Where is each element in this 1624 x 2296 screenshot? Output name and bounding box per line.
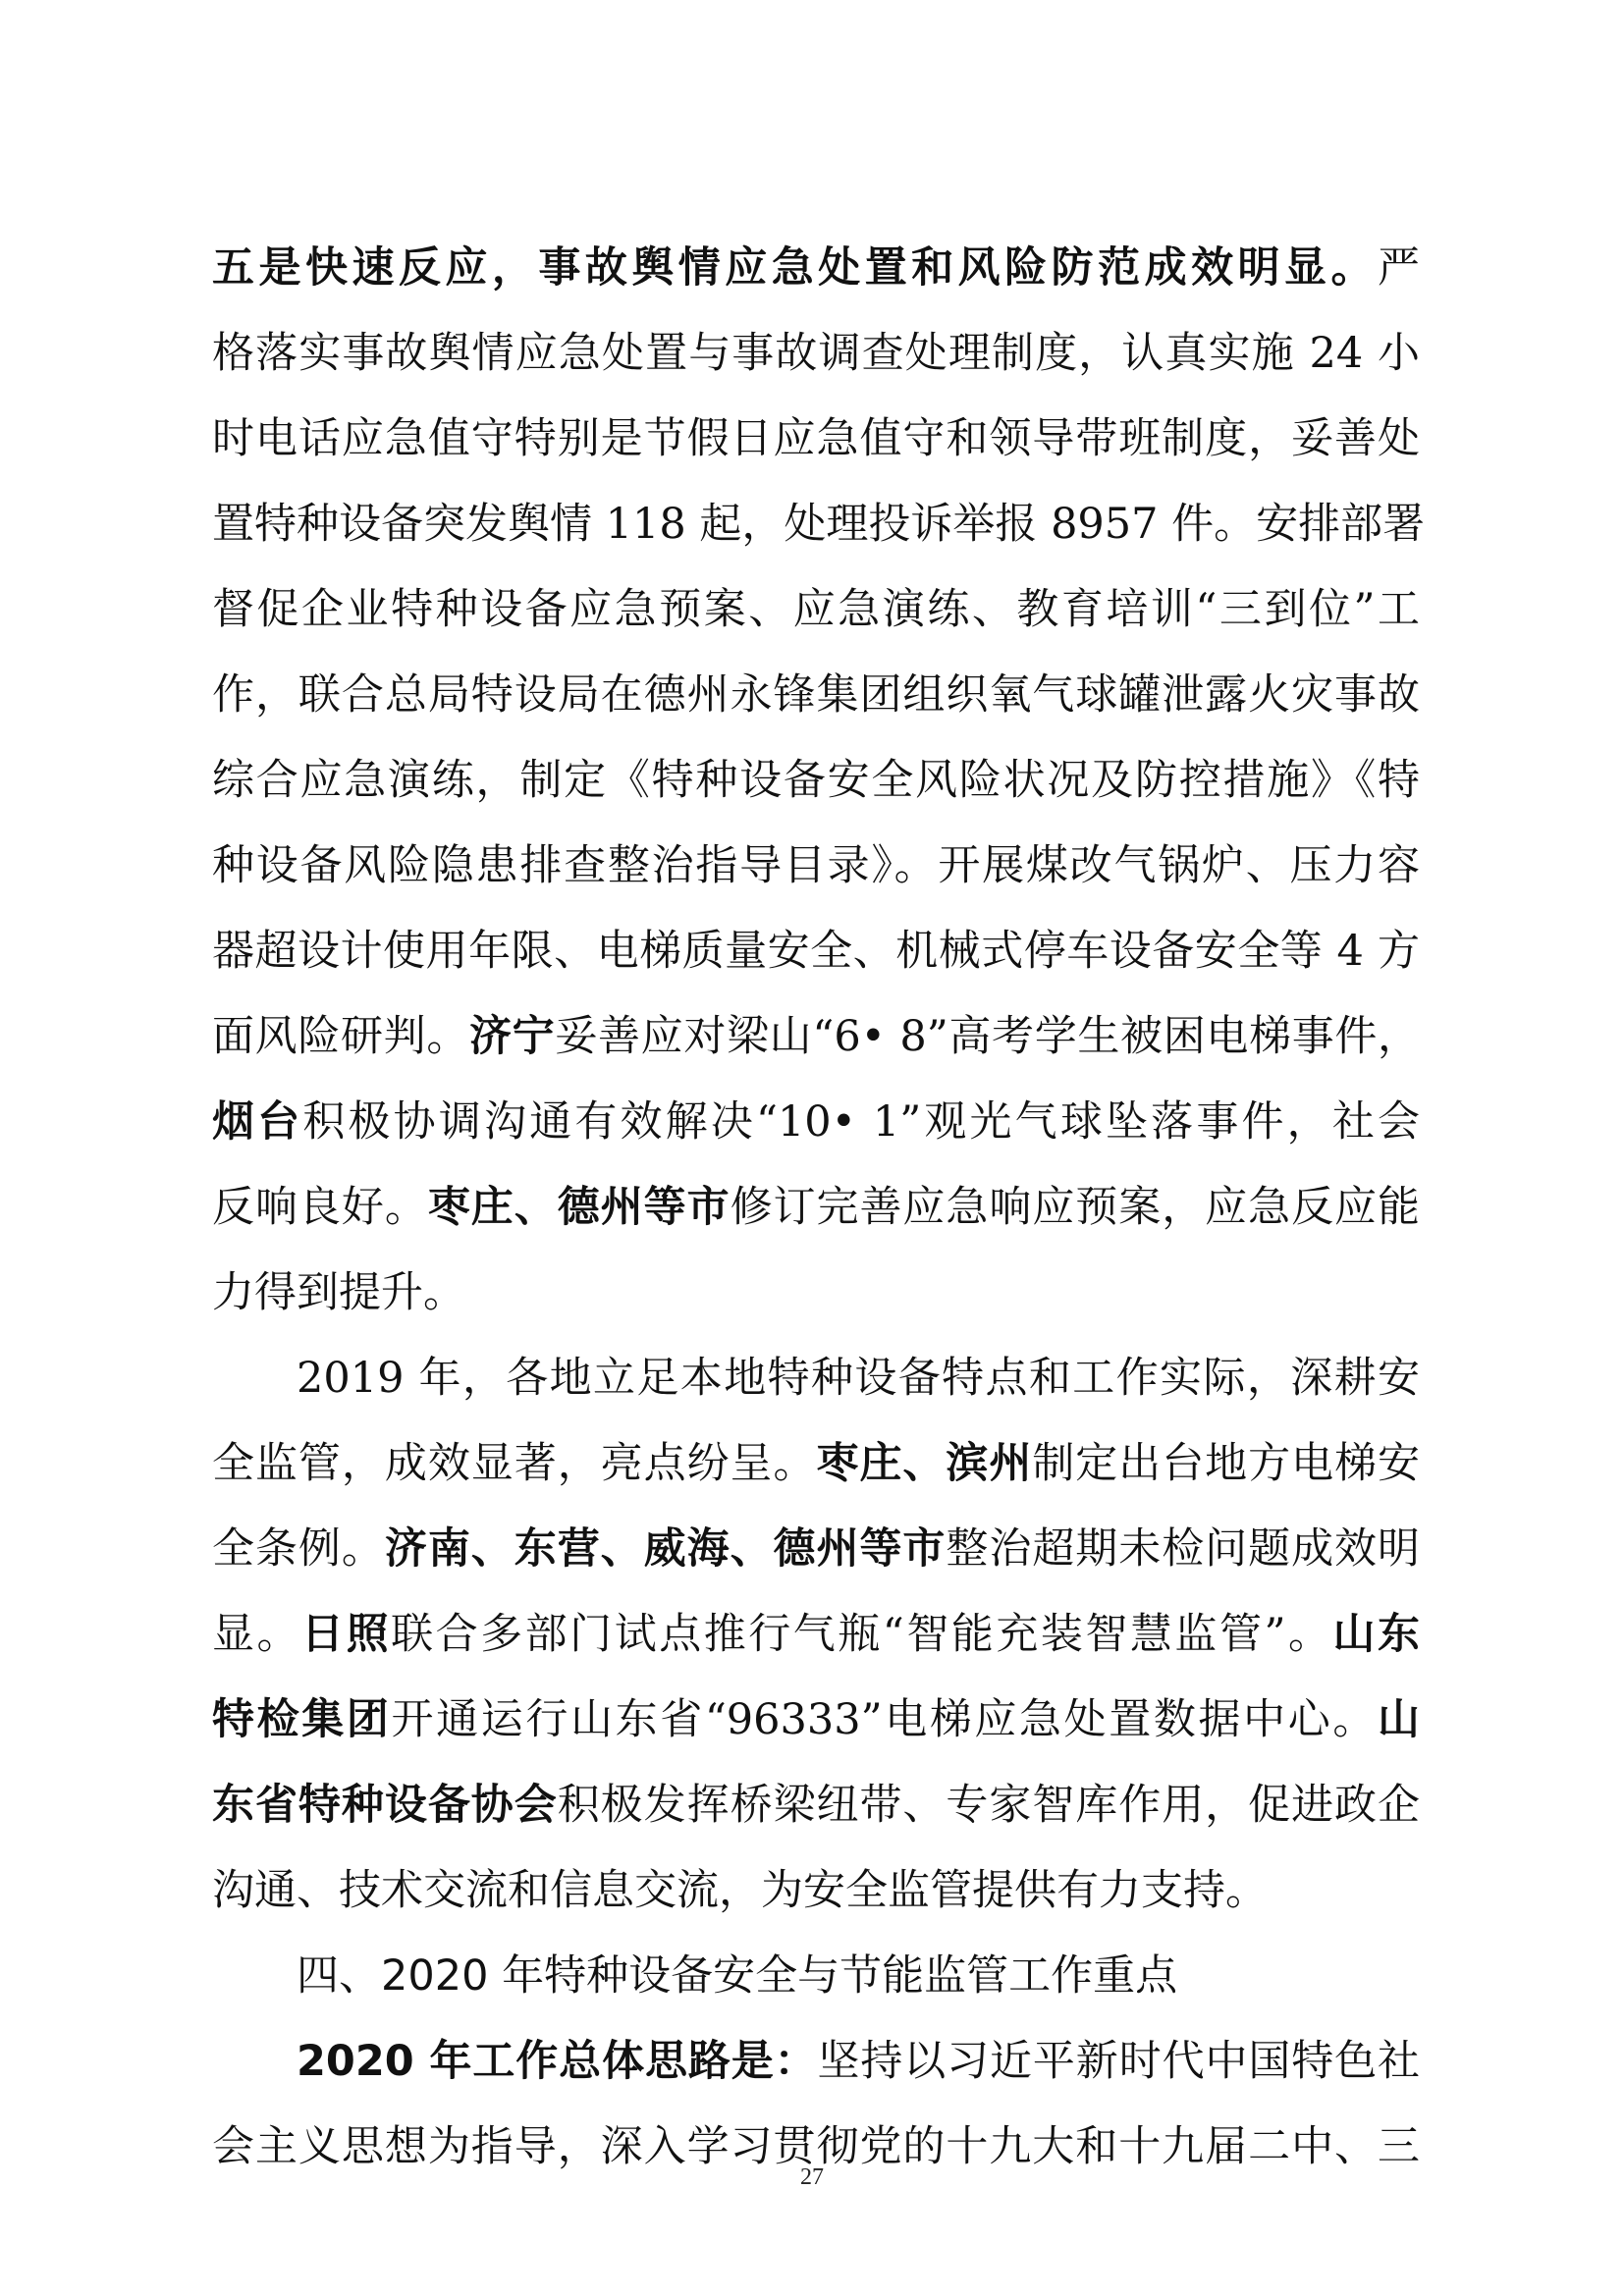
text-line [297, 2017, 1420, 2106]
bold-text-segment: 东省特种设备协会 [212, 1781, 558, 1830]
text-line [297, 1334, 1420, 1422]
text-line [212, 1505, 1420, 1593]
text-line [297, 1932, 1420, 2020]
text-line [212, 1846, 1420, 1935]
text-line [212, 1676, 1420, 1764]
text-segment: 修订完善应急响应预案，应急反应能 [730, 1183, 1421, 1232]
text-segment: 面风险研判。 [212, 1012, 469, 1061]
text-line [212, 480, 1426, 568]
text-line [212, 1590, 1420, 1679]
page-number: 27 [800, 2164, 824, 2190]
text-segment: 积极发挥桥梁纽带、专家智库作用，促进政企 [557, 1781, 1421, 1830]
text-line [212, 736, 1420, 825]
bold-text-segment: 枣庄、滨州 [816, 1439, 1033, 1488]
text-line [212, 907, 1420, 995]
text-segment: 督促企业特种设备应急预案、应急演练、教育培训“三到位”工 [212, 585, 1420, 634]
text-line [212, 1163, 1420, 1252]
text-line [212, 651, 1420, 739]
text-line [212, 309, 1420, 398]
text-segment: 作，联合总局特设局在德州永锋集团组织氧气球罐泄露火灾事故 [212, 670, 1420, 720]
text-segment: 开通运行山东省“96333”电梯应急处置数据中心。 [391, 1695, 1378, 1744]
bold-text-segment: 枣庄、德州等市 [427, 1183, 731, 1232]
text-segment: 全条例。 [212, 1524, 385, 1574]
text-segment: 格落实事故舆情应急处置与事故调查处理制度，认真实施 24 小 [212, 329, 1420, 378]
text-segment: 整治超期未检问题成效明 [946, 1524, 1421, 1574]
text-segment: 四、2020 年特种设备安全与节能监管工作重点 [297, 1951, 1178, 2001]
text-segment: 种设备风险隐患排查整治指导目录》。开展煤改气锅炉、压力容 [212, 841, 1420, 890]
text-line [212, 822, 1420, 910]
text-segment: 置特种设备突发舆情 118 起，处理投诉举报 8957 件。安排部署 [212, 500, 1426, 549]
bold-text-segment: 山 [1378, 1695, 1420, 1744]
text-segment: 制定出台地方电梯安 [1032, 1439, 1421, 1488]
text-segment: 2019 年，各地立足本地特种设备特点和工作实际，深耕安 [297, 1354, 1420, 1403]
bold-text-segment: 济南、东营、威海、德州等市 [384, 1524, 947, 1574]
text-segment: 严 [1378, 243, 1420, 293]
bold-text-segment: 烟台 [212, 1097, 303, 1147]
bold-text-segment: 2020 年工作总体思路是： [297, 2037, 818, 2086]
text-segment: 会主义思想为指导，深入学习贯彻党的十九大和十九届二中、三 [212, 2122, 1420, 2171]
text-segment: 联合多部门试点推行气瓶“智能充装智慧监管”。 [391, 1610, 1333, 1659]
text-segment: 反响良好。 [212, 1183, 428, 1232]
text-segment: 妥善应对梁山“6• 8”高考学生被困电梯事件， [555, 1012, 1421, 1061]
bold-text-segment: 日照 [301, 1610, 392, 1659]
text-segment: 力得到提升。 [212, 1268, 465, 1317]
text-line [212, 1078, 1420, 1166]
bold-text-segment: 五是快速反应，事故舆情应急处置和风险防范成效明显。 [212, 243, 1378, 293]
text-segment: 显。 [212, 1610, 302, 1659]
text-line [212, 1249, 1420, 1337]
text-line [212, 565, 1420, 654]
bold-text-segment: 特检集团 [212, 1695, 392, 1744]
bold-text-segment: 济宁 [469, 1012, 556, 1061]
text-segment: 全监管，成效显著，亮点纷呈。 [212, 1439, 817, 1488]
text-line [212, 1419, 1420, 1508]
text-segment: 坚持以习近平新时代中国特色社 [817, 2037, 1420, 2086]
text-segment: 积极协调沟通有效解决“10• 1”观光气球坠落事件，社会 [302, 1097, 1420, 1147]
text-segment: 器超设计使用年限、电梯质量安全、机械式停车设备安全等 4 方 [212, 927, 1420, 976]
text-line [212, 224, 1420, 312]
text-segment: 沟通、技术交流和信息交流，为安全监管提供有力支持。 [212, 1866, 1268, 1915]
bold-text-segment: 山东 [1332, 1610, 1421, 1659]
text-line [212, 395, 1420, 483]
text-segment: 综合应急演练，制定《特种设备安全风险状况及防控措施》《特 [212, 756, 1420, 805]
text-line [212, 992, 1420, 1081]
text-line [212, 1761, 1420, 1849]
text-segment: 时电话应急值守特别是节假日应急值守和领导带班制度，妥善处 [212, 414, 1420, 463]
